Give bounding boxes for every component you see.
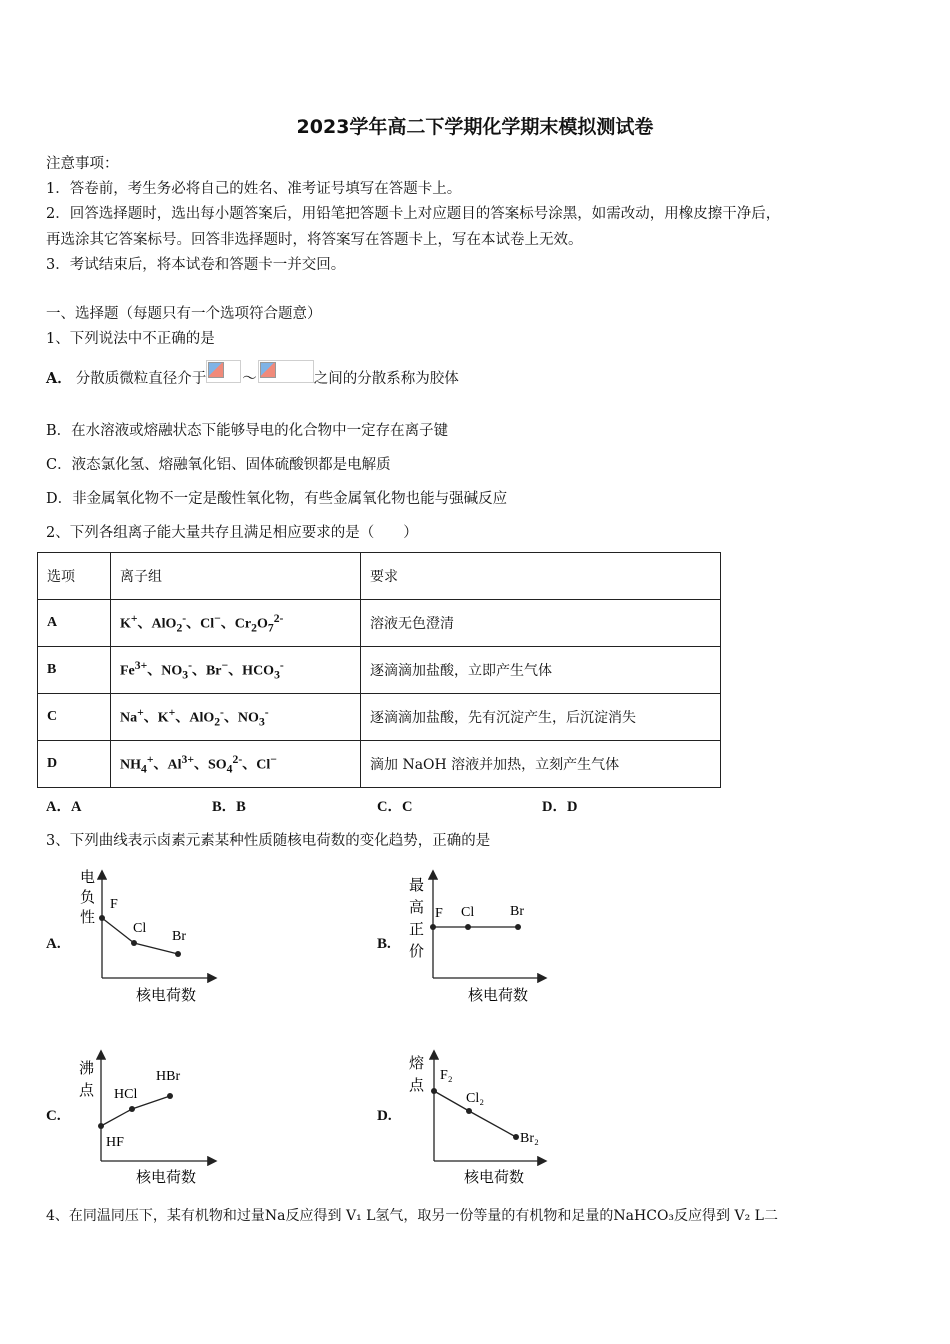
q4-stem: 4、在同温同压下，某有机物和过量Na反应得到 V₁ L氢气，取另一份等量的有机物和足量的NaHCO₃反应得到 V₂ L二: [46, 1208, 778, 1224]
formula-image-icon: [206, 360, 241, 383]
formula-image-icon: [258, 360, 314, 383]
notice-heading: 注意事项：: [46, 156, 119, 172]
q2-answer-b[interactable]: B．B: [212, 799, 246, 815]
table-cell-ions: Na+、K+、AlO$_2$-、$NO_3^-$: [111, 694, 361, 741]
y-axis-label: 高: [409, 898, 425, 916]
table-cell-option: C: [38, 694, 111, 741]
notice-item-2-cont: 再选涂其它答案标号。回答非选择题时，将答案写在答题卡上，写在本试卷上无效。: [46, 232, 583, 248]
y-axis-label: 点: [409, 1076, 425, 1094]
data-point: [466, 1108, 472, 1114]
data-point: [99, 915, 105, 921]
q3-option-d-label[interactable]: D.: [377, 1108, 392, 1124]
x-axis-label: 核电荷数: [136, 1168, 197, 1186]
table-cell-option: A: [38, 600, 111, 647]
table-row: [38, 647, 721, 694]
point-label: F₂: [440, 1068, 453, 1083]
y-axis-label: 正: [409, 920, 425, 938]
q3-chart-b: [400, 860, 560, 1010]
q1-option-a-tail: 之间的分散系称为胶体: [313, 370, 459, 387]
q1-option-a-label: A．: [46, 369, 72, 387]
table-row: [38, 600, 721, 647]
table-cell-ions: K+、AlO$_2$-、Cl−、$Cr_2O_7^{2-}$: [111, 600, 361, 647]
q3-chart-c: [70, 1040, 230, 1190]
notice-item-2: 2．回答选择题时，选出每小题答案后，用铅笔把答题卡上对应题目的答案标号涂黑，如需改动，用橡皮擦干净后，: [46, 206, 781, 222]
data-point: [430, 924, 436, 930]
q1-option-a[interactable]: [46, 357, 459, 397]
table-cell-requirement: 逐滴滴加盐酸，立即产生气体: [361, 647, 721, 694]
q2-stem: 2、下列各组离子能大量共存且满足相应要求的是（ ）: [46, 525, 418, 541]
y-axis-label: 负: [80, 888, 96, 906]
q1-option-d[interactable]: D．非金属氧化物不一定是酸性氧化物，有些金属氧化物也能与强碱反应: [46, 491, 508, 507]
table-cell-ions: $NH_4^+$、$Al^{3+}$、$SO_4^{2-}$、Cl−: [111, 741, 361, 788]
point-label: Br₂: [520, 1131, 539, 1146]
table-header: 选项: [38, 553, 111, 600]
data-point: [129, 1106, 135, 1112]
table-header: 要求: [361, 553, 721, 600]
data-point: [431, 1088, 437, 1094]
q3-option-a-label[interactable]: A.: [46, 936, 61, 952]
table-row: [38, 741, 721, 788]
q1-stem: 1、下列说法中不正确的是: [46, 331, 215, 347]
point-label: HCl: [114, 1087, 138, 1102]
section-heading: 一、选择题（每题只有一个选项符合题意）: [46, 306, 322, 322]
table-row: [38, 694, 721, 741]
table-cell-option: B: [38, 647, 111, 694]
x-axis-label: 核电荷数: [136, 986, 197, 1004]
q3-chart-d: [400, 1040, 560, 1190]
data-point: [131, 940, 137, 946]
data-point: [515, 924, 521, 930]
q1-option-a-text: 分散质微粒直径介于: [75, 370, 207, 387]
point-label: F: [435, 906, 443, 921]
point-label: Cl: [461, 905, 475, 920]
notice-item-3: 3．考试结束后，将本试卷和答题卡一并交回。: [46, 257, 346, 273]
point-label: Cl₂: [466, 1091, 485, 1106]
q3-option-b-label[interactable]: B.: [377, 936, 391, 952]
q1-option-c[interactable]: C．液态氯化氢、熔融氧化铝、固体硫酸钡都是电解质: [46, 457, 391, 473]
table-header: 离子组: [111, 553, 361, 600]
tilde: ～: [242, 370, 257, 387]
q2-answer-a[interactable]: A．A: [46, 799, 82, 815]
data-point: [98, 1123, 104, 1129]
data-point: [175, 951, 181, 957]
table-cell-ions: $Fe^{3+}$、$NO_3^-$、Br−、$HCO_3^-$: [111, 647, 361, 694]
x-axis-label: 核电荷数: [464, 1168, 525, 1186]
q2-answer-c[interactable]: C．C: [377, 799, 413, 815]
point-label: F: [110, 897, 118, 912]
y-axis-label: 熔: [409, 1054, 425, 1072]
y-axis-label: 性: [80, 908, 96, 926]
q3-stem: 3、下列曲线表示卤素元素某种性质随核电荷数的变化趋势，正确的是: [46, 833, 491, 849]
point-label: Br: [510, 904, 524, 919]
data-point: [465, 924, 471, 930]
table-cell-option: D: [38, 741, 111, 788]
y-axis-label: 点: [79, 1081, 95, 1099]
q3-chart-a: [70, 860, 230, 1010]
q3-option-c-label[interactable]: C.: [46, 1108, 61, 1124]
notice-item-1: 1．答卷前，考生务必将自己的姓名、准考证号填写在答题卡上。: [46, 181, 462, 197]
q2-table: [37, 552, 721, 788]
q1-option-b[interactable]: B．在水溶液或熔融状态下能够导电的化合物中一定存在离子键: [46, 423, 449, 439]
y-axis-label: 沸: [79, 1059, 95, 1077]
table-cell-requirement: 溶液无色澄清: [361, 600, 721, 647]
table-cell-requirement: 逐滴滴加盐酸，先有沉淀产生，后沉淀消失: [361, 694, 721, 741]
y-axis-label: 电: [80, 868, 96, 886]
table-header-row: [38, 553, 721, 600]
point-label: HF: [106, 1135, 124, 1150]
table-cell-requirement: 滴加 NaOH 溶液并加热，立刻产生气体: [361, 741, 721, 788]
page-title: 2023学年高二下学期化学期末模拟测试卷: [296, 116, 654, 138]
q2-answer-d[interactable]: D．D: [542, 799, 578, 815]
y-axis-label: 最: [409, 876, 425, 894]
x-axis-label: 核电荷数: [468, 986, 529, 1004]
data-point: [167, 1093, 173, 1099]
point-label: Br: [172, 929, 186, 944]
data-point: [513, 1134, 519, 1140]
point-label: Cl: [133, 921, 147, 936]
y-axis-label: 价: [409, 942, 425, 960]
point-label: HBr: [156, 1069, 181, 1084]
